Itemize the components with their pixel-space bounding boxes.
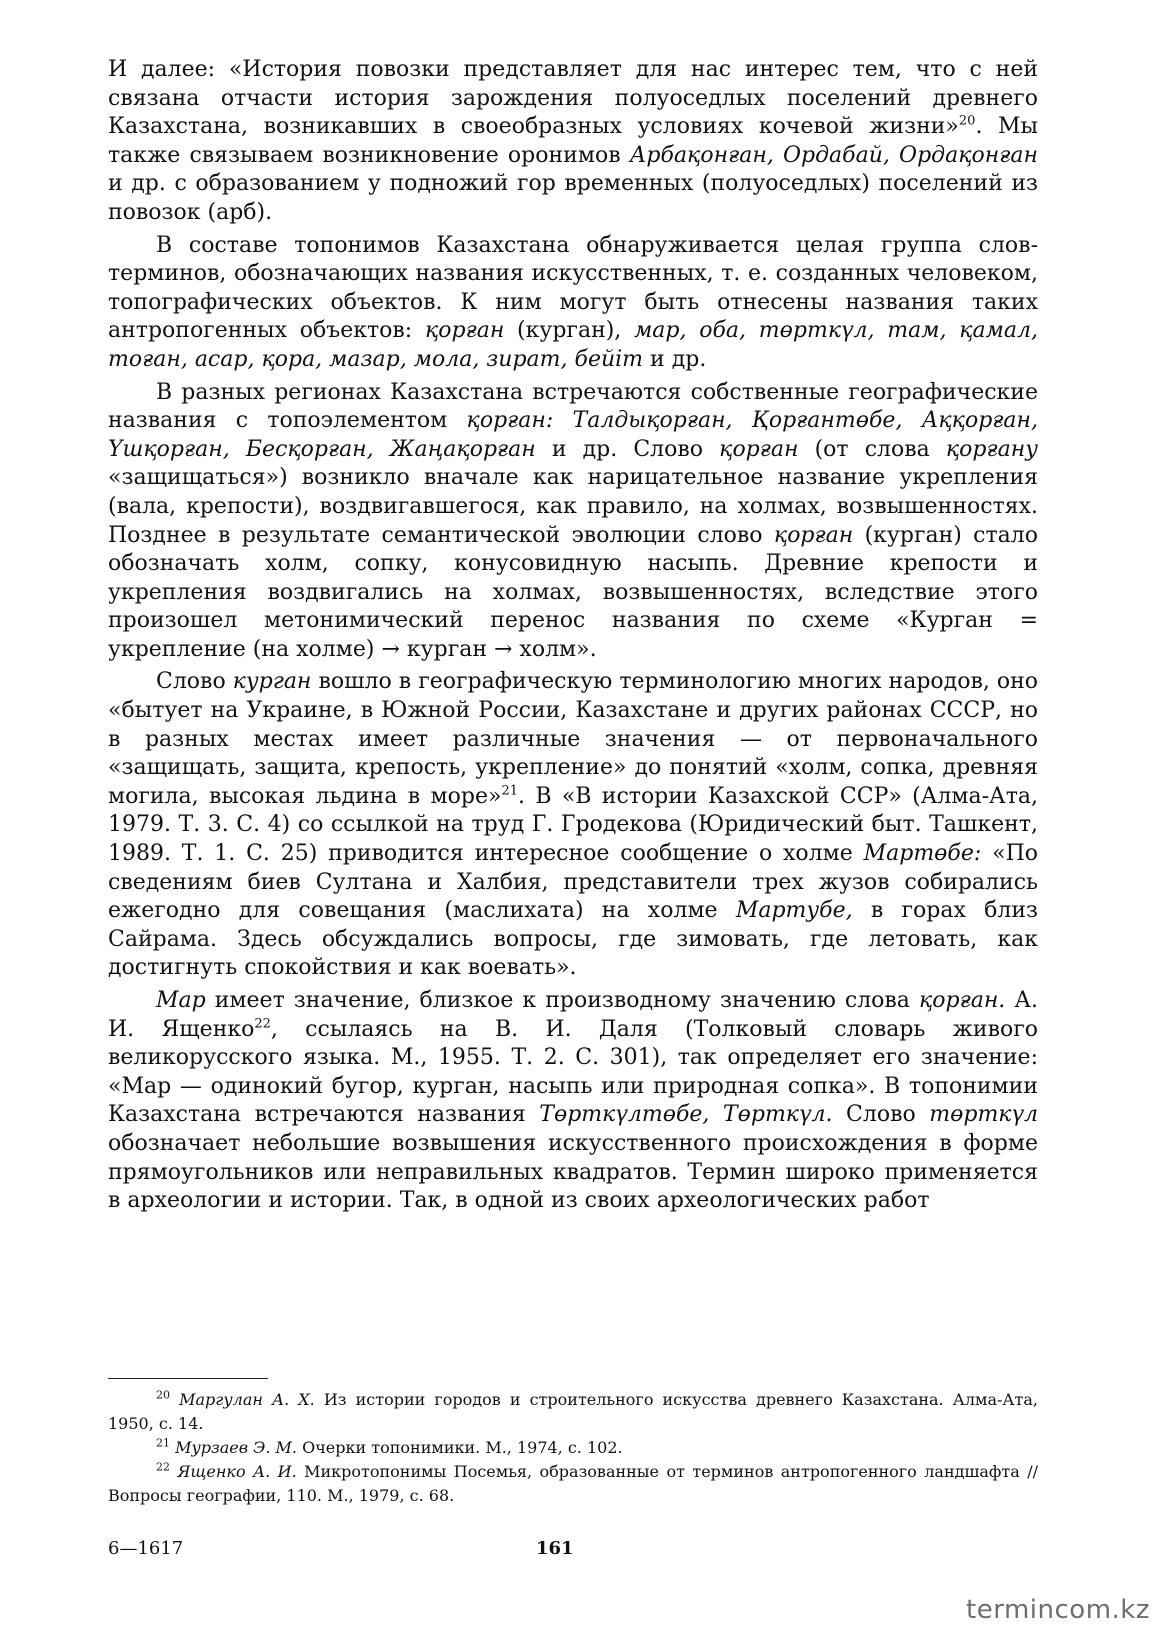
text-run: в горах близ Сайрама. Здесь обсуждались вопросы, где зимовать, где летовать, как достигнуть спокойствия и как воевать». — [108, 898, 1038, 981]
text-run: , ссылаясь на В. И. Даля (Толковый словарь живого великорусского языка. М., 1955. Т. 2. С. 301), так определяет его значение: «Мар — одинокий бугор, курган, насыпь или природная сопка». В топонимии Казахстана встречаются названия — [108, 1016, 1038, 1128]
italic-term: қорған — [773, 522, 854, 548]
italic-term: қорған. — [918, 988, 1006, 1013]
italic-term: қорғану — [945, 436, 1038, 462]
italic-term: Арбақонған, Ордабай, Ордақонған — [629, 142, 1038, 168]
italic-term: Мартөбе: — [863, 841, 982, 867]
footnote-text: Микротопонимы Посемья, образованные от терминов антропогенного ландшафта // Вопросы географии, 110. М., 1979, с. 68. — [108, 1462, 1038, 1505]
paragraph-4 — [108, 668, 1038, 983]
paragraph-3 — [108, 379, 1038, 665]
paragraph-1 — [108, 56, 1038, 228]
footnote-author: Ященко А. И. — [177, 1462, 297, 1481]
text-run: (от слова — [798, 436, 946, 462]
italic-term: курган — [232, 669, 312, 695]
text-run: А. И. Ященко — [108, 988, 1038, 1042]
text-run: и др. Слово — [535, 436, 720, 462]
text-run: . Мы также связываем возникновение оронимов — [108, 114, 1038, 168]
text-run: Слово — [156, 669, 233, 695]
footnote-20 — [108, 1388, 1038, 1436]
italic-term: Мартубе, — [735, 898, 853, 924]
text-run: В составе топонимов Казахстана обнаруживается целая группа слов-терминов, обозначающих названия искусственных, т. е. созданных человеком, топографических объектов. К ним могут быть отнесены названия таких антропогенных объектов: — [108, 232, 1038, 344]
text-run: . В «В истории Казахской ССР» (Алма-Ата, 1979. Т. 3. С. 4) со ссылкой на труд Г. Гродекова (Юридический быт. Ташкент, 1989. Т. 1. С. 25) приводится интересное сообщение о холме — [108, 783, 1038, 867]
italic-term: Мар — [156, 988, 206, 1013]
italic-term: қорған: Талдықорған, Қорғантөбе, Аққорған, Үшқорған, Бесқорған, Жаңақорған — [108, 408, 1038, 462]
text-run: и др. — [643, 346, 707, 372]
footnote-number: 22 — [156, 1460, 170, 1474]
site-watermark[interactable]: termincom.kz — [966, 1595, 1150, 1625]
text-run: обозначает небольшие возвышения искусственного происхождения в форме прямоугольников или неправильных квадратов. Термин широко применяется в археологии и истории. Так, в одной из своих археологических работ — [108, 1130, 1038, 1214]
footnote-22 — [108, 1460, 1038, 1508]
text-run: (курган) стало обозначать холм, сопку, конусовидную насыпь. Древние крепости и укрепления воздвигались на холмах, возвышенностях, вследствие этого произошел метонимический перенос названия по схеме «Курган = укрепление (на холме) → курган → холм». — [108, 522, 1038, 662]
page-body — [108, 56, 1038, 1216]
printer-signature: 6—1617 — [108, 1538, 184, 1559]
italic-term: Төрткүлтөбе, Төрткүл. — [539, 1102, 833, 1128]
footnote-author: Маргулан А. Х. — [179, 1390, 315, 1409]
text-run: Слово — [832, 1102, 930, 1128]
text-run: имеет значение, близкое к производному значению слова — [205, 988, 919, 1013]
footnote-ref[interactable]: 21 — [501, 783, 518, 799]
footnotes — [108, 1388, 1038, 1508]
text-run: и др. с образованием у подножий гор временных (полуоседлых) поселений из повозок (арб). — [108, 171, 1038, 225]
text-run: В разных регионах Казахстана встречаются собственные географические названия с топоэлементом — [108, 379, 1038, 434]
paragraph-5 — [108, 987, 1038, 1216]
footnote-rule — [108, 1378, 268, 1379]
footnote-ref[interactable]: 22 — [254, 1016, 271, 1032]
text-run: «По сведениям биев Султана и Халбия, представители трех жузов собирались ежегодно для совещания (маслихата) на холме — [108, 841, 1039, 924]
italic-term: төрткүл — [929, 1102, 1039, 1128]
text-run: «защищаться») возникло вначале как нарицательное название укрепления (вала, крепости), воздвигавшегося, как правило, на холмах, возвышенностях. Позднее в результате семантической эволюции слово — [108, 465, 1038, 548]
text-run: вошло в географическую терминологию многих народов, оно «бытует на Украине, в Южной России, Казахстане и других районах СССР, но в разных местах имеет различные значения — от первоначального «защищать, защита, крепость, укрепление» до понятий «холм, сопка, древняя могила, высокая льдина в море» — [108, 669, 1038, 809]
paragraph-2 — [108, 232, 1038, 375]
text-run: И далее: «История повозки представляет для нас интерес тем, что с ней связана отчасти история зарождения полуоседлых поселений древнего Казахстана, возникавших в своеобразных условиях кочевой жизни» — [108, 57, 1038, 140]
footnote-number: 21 — [156, 1436, 170, 1450]
footnote-21 — [108, 1436, 1038, 1460]
page-number: 161 — [536, 1538, 574, 1559]
footnote-text: Очерки топонимики. М., 1974, с. 102. — [297, 1438, 623, 1457]
text-run: (курган), — [504, 318, 635, 344]
italic-term: қорған — [719, 436, 799, 462]
footnote-number: 20 — [156, 1388, 170, 1402]
footnote-text: Из истории городов и строительного искусства древнего Казахстана. Алма-Ата, 1950, с. 14. — [108, 1390, 1038, 1433]
footnote-author: Мурзаев Э. М. — [175, 1438, 298, 1457]
italic-term: мар, оба, төрткүл, там, қамал, тоған, асар, қора, мазар, мола, зират, бейіт — [108, 318, 1039, 372]
italic-term: қорған — [424, 318, 505, 344]
footnote-ref[interactable]: 20 — [958, 113, 976, 129]
